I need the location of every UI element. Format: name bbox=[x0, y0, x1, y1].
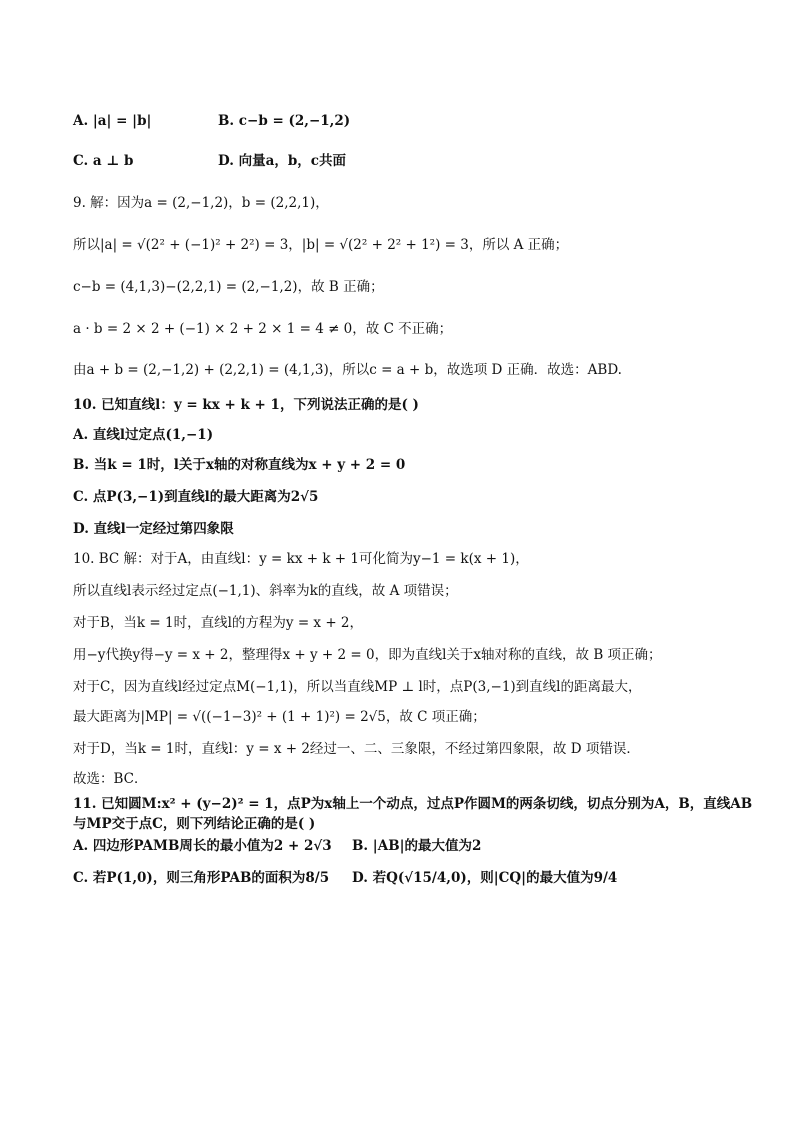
sol10-line-2: 所以直线l表示经过定点(−1,1)、斜率为k的直线，故 A 项错误； bbox=[73, 583, 458, 599]
q8-option-a: A. |a| = |b| bbox=[73, 113, 152, 129]
sol10-line-7: 对于D，当k = 1时，直线l：y = x + 2经过一、二、三象限，不经过第四象限，故 D 项错误． bbox=[73, 741, 640, 757]
q10-option-a: A. 直线l过定点(1,−1) bbox=[73, 427, 214, 443]
q11-option-d: D. 若Q(√15/4,0)，则|CQ|的最大值为9/4 bbox=[352, 870, 618, 886]
q11-option-a: A. 四边形PAMB周长的最小值为2 + 2√3 bbox=[73, 838, 332, 854]
sol9-line-3: c−b = (4,1,3)−(2,2,1) = (2,−1,2)，故 B 正确； bbox=[73, 279, 384, 295]
sol10-line-6: 最大距离为|MP| = √((−1−3)² + (1 + 1)²) = 2√5，故 C 项正确； bbox=[73, 709, 486, 725]
q10-option-d: D. 直线l一定经过第四象限 bbox=[73, 521, 234, 537]
sol10-line-1: 10. BC 解：对于A，由直线l：y = kx + k + 1可化简为y−1 = k(x + 1)， bbox=[73, 551, 529, 567]
q10-stem: 10. 已知直线l：y = kx + k + 1，下列说法正确的是( ) bbox=[73, 397, 419, 413]
sol10-line-3: 对于B，当k = 1时，直线l的方程为y = x + 2， bbox=[73, 615, 364, 631]
q8-option-d: D. 向量a，b，c共面 bbox=[218, 153, 347, 169]
sol9-line-4: a · b = 2 × 2 + (−1) × 2 + 2 × 1 = 4 ≠ 0，故 C 不正确； bbox=[73, 321, 453, 337]
sol10-line-8: 故选：BC． bbox=[73, 771, 148, 787]
sol9-line-1: 9. 解：因为a = (2,−1,2)，b = (2,2,1)， bbox=[73, 195, 329, 211]
q11-stem-line-2: 与MP交于点C，则下列结论正确的是( ) bbox=[73, 816, 316, 832]
q8-option-c: C. a ⊥ b bbox=[73, 153, 134, 169]
q11-option-c: C. 若P(1,0)，则三角形PAB的面积为8/5 bbox=[73, 870, 330, 886]
q11-stem-line-1: 11. 已知圆M:x² + (y−2)² = 1，点P为x轴上一个动点，过点P作圆M的两条切线，切点分别为A，B，直线AB bbox=[73, 796, 753, 812]
q10-option-b: B. 当k = 1时，l关于x轴的对称直线为x + y + 2 = 0 bbox=[73, 457, 406, 473]
sol10-line-5: 对于C，因为直线l经过定点M(−1,1)，所以当直线MP ⊥ l时，点P(3,−1)到直线l的距离最大， bbox=[73, 679, 642, 695]
sol9-line-2: 所以|a| = √(2² + (−1)² + 2²) = 3，|b| = √(2² + 2² + 1²) = 3，所以 A 正确； bbox=[73, 237, 569, 253]
q8-option-b: B. c−b = (2,−1,2) bbox=[218, 113, 351, 129]
sol10-line-4: 用−y代换y得−y = x + 2，整理得x + y + 2 = 0，即为直线l关于x轴对称的直线，故 B 项正确； bbox=[73, 647, 662, 663]
q10-option-c: C. 点P(3,−1)到直线l的最大距离为2√5 bbox=[73, 489, 319, 505]
q11-option-b: B. |AB|的最大值为2 bbox=[352, 838, 482, 854]
sol9-line-5: 由a + b = (2,−1,2) + (2,2,1) = (4,1,3)，所以c = a + b，故选项 D 正确．故选：ABD. bbox=[73, 362, 622, 378]
